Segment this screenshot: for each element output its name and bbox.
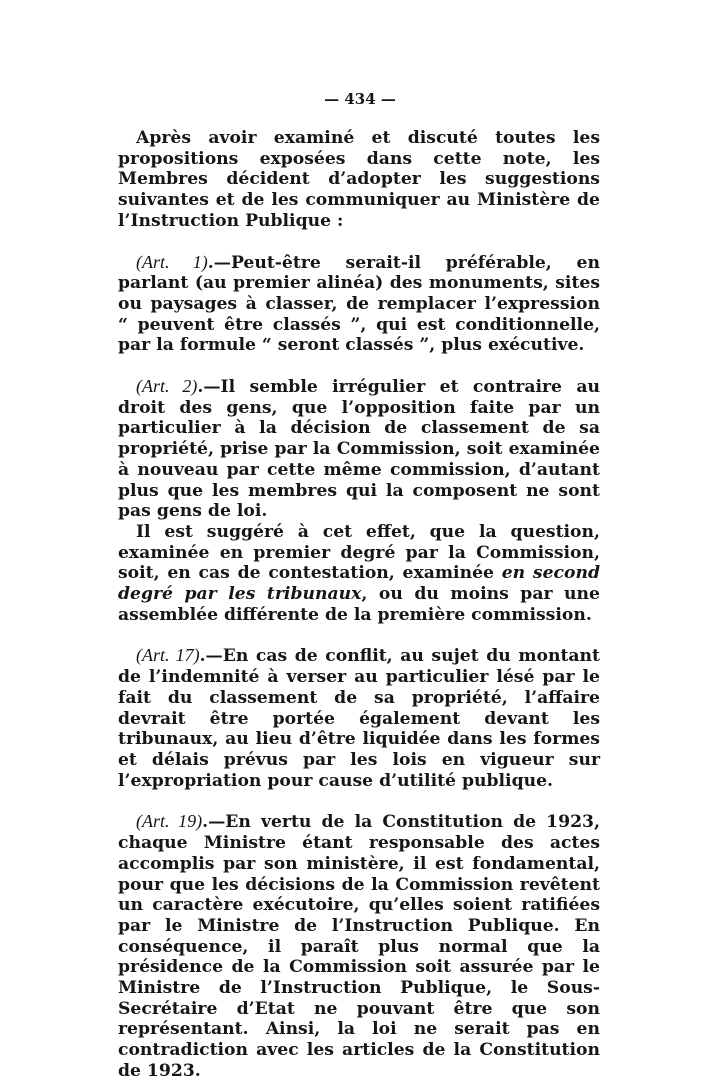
paragraph-intro [118, 128, 600, 232]
article-reference: (Art. 19) [136, 811, 203, 832]
paragraph-text: .—En vertu de la Constitution de 1923, chaque Ministre étant responsable des actes accomplis par son ministère, il est fondamental, pour que les décisions de la Commission revêtent un caractère exécutoire, qu’elles soient ratifiées par le Ministre de l’Instruction Publique. En conséquence, il paraît plus normal que la présidence de la Commission soit assurée par le Ministre de l’Instruction Publique, le Sous-Secrétaire d’Etat ne pouvant être que son représentant. Ainsi, la loi ne serait pas en contradiction avec les articles de la Constitution de 1923. [118, 812, 600, 1081]
paragraph-art-19 [118, 811, 600, 1081]
paragraph-text: .—Il semble irrégulier et contraire au droit des gens, que l’opposition faite par un particulier à la décision de classement de sa propriété, prise par la Commission, soit examinée à nouveau par cette même commission, d’autant plus que les membres qui la composent ne sont pas gens de loi. [118, 377, 600, 522]
article-reference: (Art. 1) [136, 251, 208, 272]
article-reference: (Art. 17) [136, 645, 200, 666]
paragraph-art-1 [118, 252, 600, 357]
paragraph-text-end: , ou du moins par une assemblée différente de la première commission. [118, 584, 600, 625]
paragraph-art-2 [118, 376, 600, 522]
paragraph-text: .—Peut-être serait-il préférable, en parlant (au premier alinéa) des monuments, sites ou paysages à classer, de remplacer l’expression “ peuvent être classés ”, qui est conditionnelle, par la formule “ seront classés ”, plus exécutive. [118, 252, 600, 356]
paragraph-art-17 [118, 645, 600, 791]
body-text [118, 128, 600, 1082]
emphasized-text: en second degré par les tribunaux [118, 563, 600, 605]
paragraph-text: Il est suggéré à cet effet, que la question, examinée en premier degré par la Commission, soit, en cas de contestation, examinée [118, 521, 600, 584]
page-number: — 434 — [324, 90, 396, 108]
paragraph-art-2-suggestion [118, 522, 600, 626]
paragraph-text: .—En cas de conflit, au sujet du montant de l’indemnité à verser au particulier lésé par le fait du classement de sa propriété, l’affaire devrait être portée également devant les tribunaux, au lieu d’être liquidée dans les formes et délais prévus par les lois en vigueur sur l’expropriation pour cause d’utilité publique. [118, 646, 600, 791]
article-reference: (Art. 2) [136, 376, 198, 397]
paragraph-text: Après avoir examiné et discuté toutes les propositions exposées dans cette note, les Membres décident d’adopter les suggestions suivantes et de les communiquer au Ministère de l’Instruction Publique : [118, 128, 600, 231]
